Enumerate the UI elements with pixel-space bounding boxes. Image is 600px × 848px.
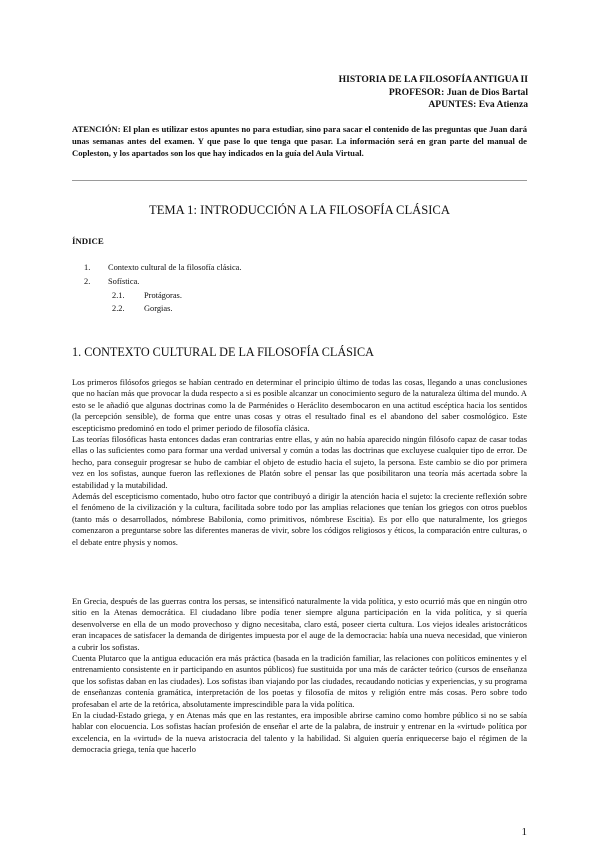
toc-item-number: 2. <box>84 276 91 286</box>
paragraph: Además del escepticismo comentado, hubo otro factor que contribuyó a dirigir la atención hacia el sujeto: la creciente reflexión sobre el fenómeno de la civilización y la cultura, facilitada sobre todo por las amplias relaciones que tenían los griegos con otros pueblos (tanto más o desarrollados, nómbrese Babilonia, como primitivos, nómbrese Escitia). Es por ello que naturalmente, los griegos comenzaron a preguntarse sobre las diferentes maneras de vivir, sobre los códigos religiosos y éticos, la comparación entre culturas, o el debate entre physis y nomos. <box>72 491 527 547</box>
attention-text: : El plan es utilizar estos apuntes no para estudiar, sino para sacar el contenido de las preguntas que Juan dará unas semanas antes del examen. Y que pase lo que tenga que pasar. La información será en gran parte del manual de Copleston, y los apartados son los que hay indicados en la guía del Aula Virtual. <box>72 124 527 159</box>
toc-item-label: Contexto cultural de la filosofía clásica. <box>108 263 242 272</box>
horizontal-divider <box>72 180 527 181</box>
toc-item-number: 2.1. <box>112 290 125 300</box>
paragraph: En la ciudad-Estado griega, y en Atenas más que en las restantes, era imposible abrirse camino como hombre público si no se sabía hablar con elocuencia. Los sofistas hacían profesión de enseñar el arte de la palabra, de instruir y entrenar en la «virtud» política por excelencia, en la «virtud» de la nueva aristocracia del talento y la habilidad. Si alguien quería enriquecerse bajo el régimen de la democracia griega, tenía que hacerlo <box>72 710 527 755</box>
document-header <box>339 74 528 112</box>
toc-item-label: Protágoras. <box>144 290 182 300</box>
index-heading: ÍNDICE <box>72 236 104 246</box>
document-title: TEMA 1: INTRODUCCIÓN A LA FILOSOFÍA CLÁSICA <box>149 203 450 217</box>
toc-item-label: Sofística. <box>108 276 140 286</box>
toc-item-number: 2.2. <box>112 304 125 314</box>
attention-notice <box>72 123 527 160</box>
page-number: 1 <box>521 826 527 838</box>
toc-item-label: Gorgias. <box>144 304 173 314</box>
paragraph: En Grecia, después de las guerras contra los persas, se intensificó naturalmente la vida política, y esto ocurrió más que en ningún otro sitio en la Atenas democrática. El ciudadano libre podía tener siempre alguna participación en la vida política, y si quería desenvolverse en ella de un modo provechoso y digno necesitaba, claro está, poseer cierta cultura. Los viejos ideales aristocráticos eran incapaces de satisfacer la demanda de dirigentes impuesta por el auge de la democracia: había una nueva necesidad, que vinieron a cubrir los sofistas. <box>72 596 527 652</box>
professor-line: PROFESOR: Juan de Dios Bartal <box>388 86 528 98</box>
toc-item-number: 1. <box>84 263 91 272</box>
paragraph: Los primeros filósofos griegos se habían centrado en determinar el principio último de todas las cosas, llegando a unas conclusiones que no hacían más que provocar la duda respecto a si es posible alcanzar un conocimiento seguro de la naturaleza última del mundo. A esto se le añadió que algunas doctrinas como la de Parménides o Heráclito desembocaron en una actitud escéptica hacia los sentidos (la percepción sensible), de forma que entre unas cosas y otras el resultado final es el abandono del saber cosmológico. Este escepticismo predominó en todo el primer periodo de filosofía clásica. <box>72 377 527 433</box>
body-block-1 <box>72 377 527 548</box>
body-block-2 <box>72 596 527 756</box>
paragraph: Cuenta Plutarco que la antigua educación era más práctica (basada en la tradición familiar, las relaciones con políticos eminentes y el entrenamiento consistente en ir participando en asuntos públicos) fue sustituida por una más de carácter teórico (cursos de enseñanza que los sofistas daban en las ciudades). Los sofistas iban viajando por las ciudades, recaudando noticias y experiencias, y su programa de enseñanzas contenía gramática, interpretación de los poetas y filosofía de mitos y religión entre más cosas. Pero sobre todo profesaban el arte de la retórica, absolutamente imprescindible para la vida política. <box>72 653 527 709</box>
notes-author-line: APUNTES: Eva Atienza <box>428 99 528 110</box>
attention-label: ATENCIÓN <box>72 124 118 134</box>
section-title: 1. CONTEXTO CULTURAL DE LA FILOSOFÍA CLÁSICA <box>72 345 374 359</box>
course-title: HISTORIA DE LA FILOSOFÍA ANTIGUA II <box>338 74 528 85</box>
paragraph: Las teorías filosóficas hasta entonces dadas eran contrarias entre ellas, y aún no había aparecido ningún filósofo capaz de casar todas ellas o las suficientes como para formar una verdad universal y común a todas las doctrinas que excluyese cualquier tipo de error. De hecho, para conseguir progresar se hubo de cambiar el objeto de estudio hacia el sujeto, la persona. Este cambio se dio por primera vez en los sofistas, aunque fueron las reflexiones de Platón sobre el pensar las que posibilitaron una teoría más acertada sobre la estabilidad y la mutabilidad. <box>72 434 527 490</box>
